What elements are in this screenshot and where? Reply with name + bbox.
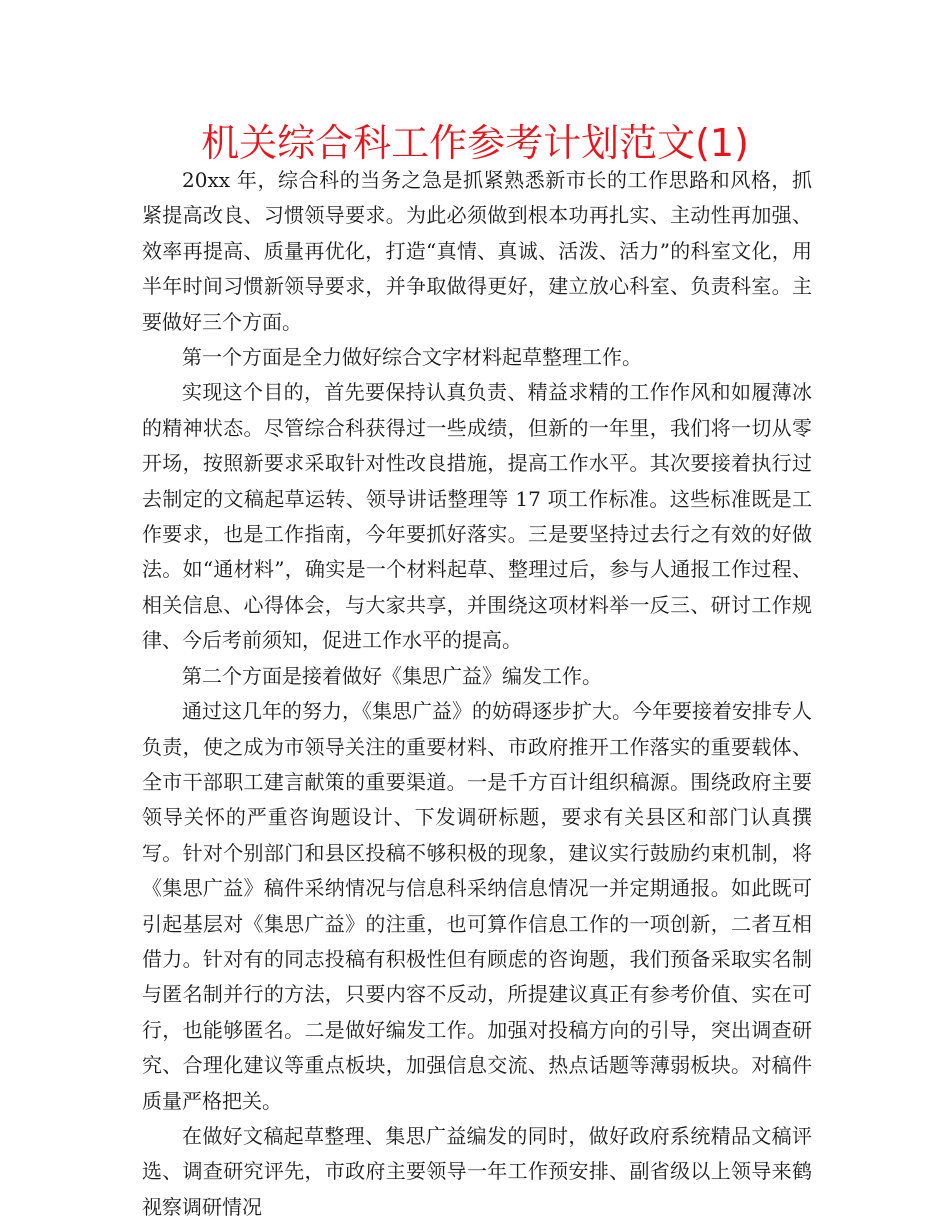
document-title: 机关综合科工作参考计划范文(1) bbox=[201, 121, 749, 165]
document-body bbox=[142, 163, 812, 1225]
paragraph-4: 第二个方面是接着做好《集思广益》编发工作。 bbox=[182, 663, 602, 688]
paragraph-3: 实现这个目的，首先要保持认真负责、精益求精的工作作风和如履薄冰的精神状态。尽管综合科获得过一些成绩，但新的一年里，我们将一切从零开场，按照新要求采取针对性改良措施，提高工作水平。其次要接着执行过去制定的文稿起草运转、领导讲话整理等 17 项工作标准。这些标准既是工作要求，也是工作指南，今年要抓好落实。三是要坚持过去行之有效的好做法。如“通材料”，确实是一个材料起草、整理过后，参与人通报工作过程、相关信息、心得体会，与大家共享，并围绕这项材料举一反三、研讨工作规律、今后考前须知，促进工作水平的提高。 bbox=[142, 380, 812, 653]
paragraph-1: 20xx 年，综合科的当务之急是抓紧熟悉新市长的工作思路和风格，抓紧提高改良、习惯领导要求。为此必须做到根本功再扎实、主动性再加强、效率再提高、质量再优化，打造“真情、真诚、活泼、活力”的科室文化，用半年时间习惯新领导要求，并争取做得更好，建立放心科室、负责科室。主要做好三个方面。 bbox=[142, 168, 812, 334]
paragraph-6: 在做好文稿起草整理、集思广益编发的同时，做好政府系统精品文稿评选、调查研究评先，市政府主要领导一年工作预安排、副省级以上领导来鹤视察调研情况 bbox=[142, 1123, 812, 1219]
paragraph-2: 第一个方面是全力做好综合文字材料起草整理工作。 bbox=[182, 345, 642, 370]
paragraph-5: 通过这几年的努力，《集思广益》的妨碍逐步扩大。今年要接着安排专人负责，使之成为市领导关注的重要材料、市政府推开工作落实的重要载体、全市干部职工建言献策的重要渠道。一是千方百计组织稿源。围绕政府主要领导关怀的严重咨询题设计、下发调研标题，要求有关县区和部门认真撰写。针对个别部门和县区投稿不够积极的现象，建议实行鼓励约束机制，将《集思广益》稿件采纳情况与信息科采纳信息情况一并定期通报。如此既可引起基层对《集思广益》的注重，也可算作信息工作的一项创新，二者互相借力。针对有的同志投稿有积极性但有顾虑的咨询题，我们预备采取实名制与匿名制并行的方法，只要内容不反动，所提建议真正有参考价值、实在可行，也能够匿名。二是做好编发工作。加强对投稿方向的引导，突出调查研究、合理化建议等重点板块，加强信息交流、热点话题等薄弱板块。对稿件质量严格把关。 bbox=[142, 699, 812, 1113]
